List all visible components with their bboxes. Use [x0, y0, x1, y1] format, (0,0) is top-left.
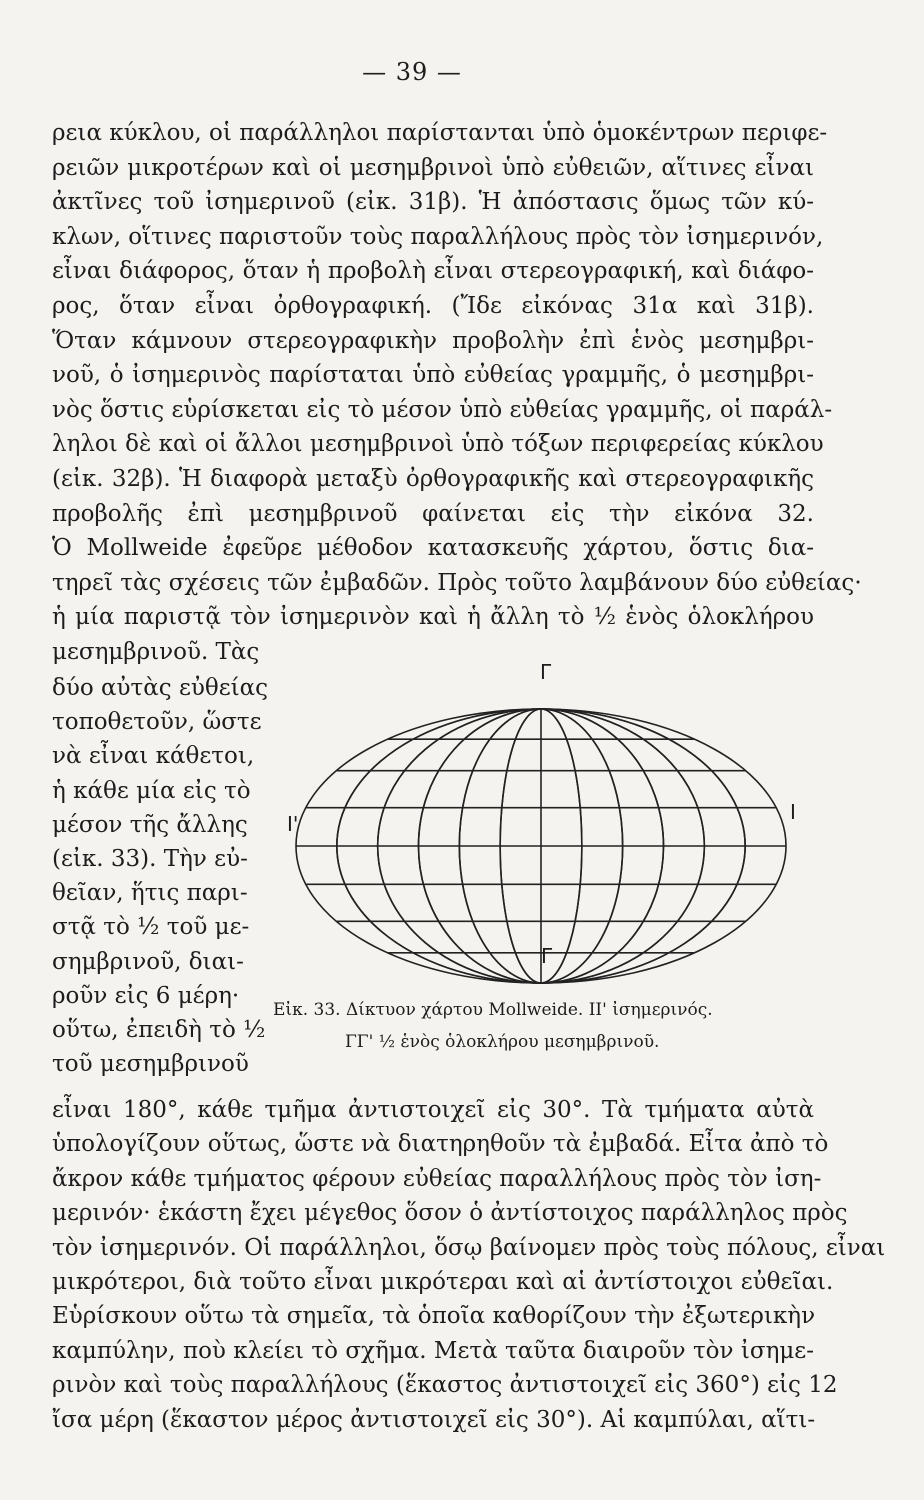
text-line: ρειῶν μικροτέρων καὶ οἱ μεσημβρινοὶ ὑπὸ εὐθειῶν, αἵτινες εἶναι [52, 154, 814, 181]
text-line: δύο αὐτὰς εὐθείας [52, 675, 269, 701]
text-line: Ὁ Mollweide ἐφεῦρε μέθοδον κατασκευῆς χάρτου, ὅστις δια- [52, 535, 814, 562]
text-line: προβολῆς ἐπὶ μεσημβρινοῦ φαίνεται εἰς τὴν εἰκόνα 32. [52, 500, 814, 527]
label-iota-right: Ι [790, 800, 796, 824]
text-line: θεῖαν, ἥτις παρι- [52, 880, 248, 907]
figure-caption-line2: ΓΓ' ½ ἑνὸς ὁλοκλήρου μεσημβρινοῦ. [345, 1032, 660, 1052]
text-line: ἀκτῖνες τοῦ ἰσημερινοῦ (εἰκ. 31β). Ἡ ἀπόστασις ὅμως τῶν κύ- [52, 189, 814, 216]
text-line: (εἰκ. 32β). Ἡ διαφορὰ μεταξὺ ὀρθογραφικῆς καὶ στερεογραφικῆς [52, 466, 814, 492]
text-line: στᾷ τὸ ½ τοῦ με- [52, 914, 250, 941]
text-line: Ὅταν κάμνουν στερεογραφικὴν προβολὴν ἐπὶ ἑνὸς μεσημβρι- [52, 327, 814, 354]
text-line: τοῦ μεσημβρινοῦ [52, 1051, 249, 1078]
text-line: τοποθετοῦν, ὥστε [52, 709, 262, 736]
text-line: ρος, ὅταν εἶναι ὀρθογραφική. (Ἴδε εἰκόνας 31α καὶ 31β). [52, 293, 814, 319]
text-line: ληλοι δὲ καὶ οἱ ἄλλοι μεσημβρινοὶ ὑπὸ τόξων περιφερείας κύκλου [52, 431, 824, 458]
text-line: καμπύλην, ποὺ κλείει τὸ σχῆμα. Μετὰ ταῦτα διαιροῦν τὸν ἰσημε- [52, 1337, 814, 1364]
text-line: ἡ μία παριστᾷ τὸν ἰσημερινὸν καὶ ἡ ἄλλη τὸ ½ ἑνὸς ὁλοκλήρου [52, 604, 814, 631]
text-line: (εἰκ. 33). Τὴν εὐ- [52, 846, 248, 872]
text-line: νοῦ, ὁ ἰσημερινὸς παρίσταται ὑπὸ εὐθείας γραμμῆς, ὁ μεσημβρι- [52, 362, 814, 389]
label-iota-left: Ι' [287, 812, 299, 836]
text-line: εἶναι διάφορος, ὅταν ἡ προβολὴ εἶναι στερεογραφική, καὶ διάφο- [52, 258, 814, 285]
text-line: Εὑρίσκουν οὕτω τὰ σημεῖα, τὰ ὁποῖα καθορίζουν τὴν ἐξωτερικὴν [52, 1303, 816, 1330]
text-line: εἶναι 180°, κάθε τμῆμα ἀντιστοιχεῖ εἰς 30°. Τὰ τμήματα αὐτὰ [52, 1097, 814, 1123]
text-line: μεσημβρινοῦ. Τὰς [52, 639, 260, 665]
text-line: νὸς ὅστις εὑρίσκεται εἰς τὸ μέσον ὑπὸ εὐθείας γραμμῆς, οἱ παράλ- [52, 396, 833, 423]
text-line: σημβρινοῦ, διαι- [52, 948, 244, 975]
figure-caption-line1: Εἰκ. 33. Δίκτυον χάρτου Mollweide. ΙΙ' ἰσημερινός. [273, 1000, 713, 1020]
text-line: τὸν ἰσημερινόν. Οἱ παράλληλοι, ὅσῳ βαίνομεν πρὸς τοὺς πόλους, εἶναι [52, 1234, 886, 1261]
label-gamma-bottom: Γ [541, 944, 553, 968]
text-line: μικρότεροι, διὰ τοῦτο εἶναι μικρότεραι καὶ αἱ ἀντίστοιχοι εὐθεῖαι. [52, 1269, 834, 1295]
text-line: ρινὸν καὶ τοὺς παραλλήλους (ἕκαστος ἀντιστοιχεῖ εἰς 360°) εἰς 12 [52, 1372, 838, 1399]
text-line: κλων, οἵτινες παριστοῦν τοὺς παραλλήλους πρὸς τὸν ἰσημερινόν, [52, 223, 824, 250]
text-line: ροῦν εἰς 6 μέρη· [52, 982, 240, 1009]
text-line: μέσον τῆς ἄλλης [52, 811, 248, 838]
text-line: μερινόν· ἑκάστη ἔχει μέγεθος ὅσον ὁ ἀντίστοιχος παράλληλος πρὸς [52, 1200, 848, 1227]
text-line: οὕτω, ἐπειδὴ τὸ ½ [52, 1017, 266, 1043]
text-line: ἡ κάθε μία εἰς τὸ [52, 777, 251, 804]
label-gamma-top: Γ [540, 660, 552, 684]
text-line: νὰ εἶναι κάθετοι, [52, 743, 255, 770]
text-line: ἴσα μέρη (ἕκαστον μέρος ἀντιστοιχεῖ εἰς 30°). Αἱ καμπύλαι, αἵτι- [52, 1406, 816, 1433]
text-line: ρεια κύκλου, οἱ παράλληλοι παρίστανται ὑπὸ ὁμοκέντρων περιφε- [52, 120, 828, 146]
page-number: — 39 — [362, 58, 462, 86]
text-line: τηρεῖ τὰς σχέσεις τῶν ἐμβαδῶν. Πρὸς τοῦτο λαμβάνουν δύο εὐθείας· [52, 569, 862, 596]
text-line: ἄκρον κάθε τμήματος φέρουν εὐθείας παραλλήλους πρὸς τὸν ἰση- [52, 1165, 822, 1192]
text-line: ὑπολογίζουν οὕτως, ὥστε νὰ διατηρηθοῦν τὰ ἐμβαδά. Εἶτα ἀπὸ τὸ [52, 1131, 829, 1158]
